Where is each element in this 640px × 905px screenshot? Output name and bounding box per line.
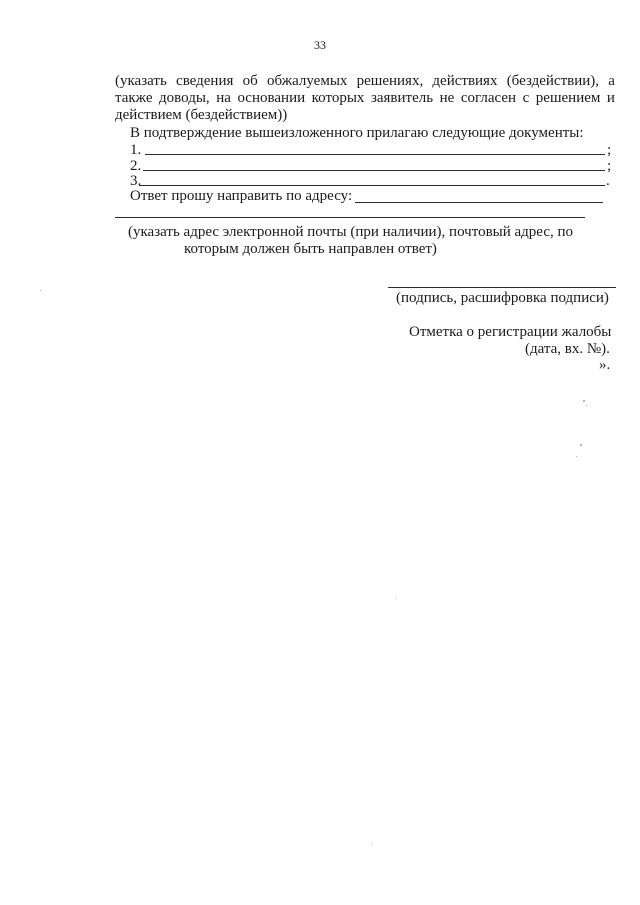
attachment-fill-line[interactable] [139,185,605,186]
signature-caption: (подпись, расшифровка подписи) [396,290,609,306]
closing-quote: ». [599,357,611,373]
paragraph-word: не [439,90,455,106]
scan-speck [371,843,372,844]
address-hint-line-2: которым должен быть направлен ответ) [184,241,437,257]
paragraph-word: (указать [115,73,167,89]
attachment-fill-line[interactable] [143,170,605,171]
page-number: 33 [314,38,326,52]
address-label: Ответ прошу направить по адресу: [130,188,353,204]
attachment-item-number: 3. [130,173,142,189]
paragraph-word: заявитель [370,90,434,106]
paragraph-word: на [216,90,231,106]
paragraph-word: также [115,90,153,106]
signature-line[interactable] [388,287,616,288]
attachment-item-terminator: ; [607,158,612,174]
paragraph-line-3: действием (бездействием)) [115,107,288,123]
attachment-item-terminator: ; [607,142,612,158]
address-hint-line-1: (указать адрес электронной почты (при наличии), почтовый адрес, по [128,224,574,240]
paragraph-word: которых [311,90,365,106]
paragraph-word: и [606,90,615,106]
scan-speck [586,405,587,406]
paragraph-word: действиях [432,73,498,89]
attachments-intro: В подтверждение вышеизложенного прилагаю следующие документы: [130,125,584,141]
paragraph-word: основании [237,90,306,106]
scan-speck [395,598,396,599]
registration-mark-line-2: (дата, вх. №). [525,341,610,357]
paragraph-line-2 [115,89,615,107]
scan-speck [576,456,577,457]
paragraph-word: об [242,73,258,89]
scan-speck [40,290,41,291]
attachment-item-number: 1. [130,142,142,158]
attachment-item-terminator: . [606,173,610,189]
paragraph-word: а [608,73,615,89]
paragraph-word: сведения [176,73,234,89]
registration-mark-line-1: Отметка о регистрации жалобы [409,324,612,340]
attachment-item-number: 2. [130,158,142,174]
paragraph-word: решениях, [356,73,424,89]
paragraph-word: с [522,90,530,106]
attachment-fill-line[interactable] [145,154,605,155]
paragraph-word: (бездействии), [506,73,600,89]
paragraph-line-1 [115,72,615,90]
address-fill-line-full[interactable] [115,217,585,218]
paragraph-word: решением [535,90,601,106]
paragraph-word: доводы, [159,90,210,106]
scan-speck [583,400,585,402]
scan-speck [580,444,582,446]
paragraph-word: согласен [460,90,517,106]
address-fill-line[interactable] [355,202,603,203]
paragraph-word: обжалуемых [266,73,348,89]
